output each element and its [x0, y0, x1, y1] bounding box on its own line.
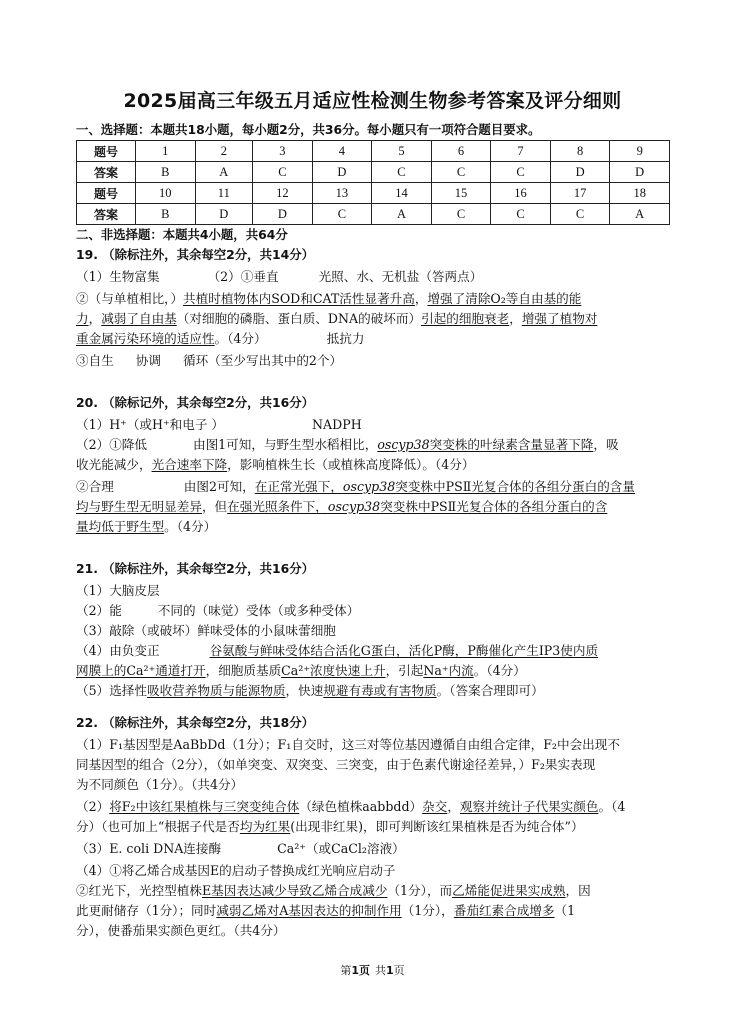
q21-heading: 21. （除标注外，其余每空2分，共16分）: [76, 561, 314, 576]
key-point: 重金属污染环境的适应性: [76, 331, 215, 346]
q20-heading: 20. （除标记外，其余每空2分，共16分）: [76, 395, 314, 410]
row-label-question: 题号: [77, 141, 136, 162]
q22-line: [76, 882, 676, 900]
footer-text: 1页: [351, 964, 370, 977]
key-point: 光合速率下降: [151, 457, 228, 472]
key-point: 均与野生型无明显差异: [76, 499, 202, 514]
answer-text: 协调: [135, 353, 161, 368]
table-cell: 14: [372, 183, 432, 204]
answer-text: （2）①降低: [76, 437, 147, 452]
key-point: 增强了植物对: [521, 311, 598, 326]
table-cell: C: [550, 204, 610, 225]
table-cell: 16: [491, 183, 551, 204]
key-point: 谷氨酸与鲜味受体结合活化G蛋白，活化P酶，P酶催化产生IP3使内质: [209, 643, 599, 658]
answer-text: 。（答案合理即可）: [436, 683, 544, 698]
table-cell: C: [431, 162, 491, 183]
q21-line: [76, 602, 676, 620]
q20-line: [76, 498, 676, 516]
answer-text: 循环（至少写出其中的2个）: [182, 353, 343, 368]
key-point: 量均低于野生型: [76, 519, 165, 534]
key-point: 引起的细胞衰老: [421, 311, 510, 326]
table-cell: 12: [253, 183, 313, 204]
table-cell: 2: [195, 141, 253, 162]
table-cell: C: [491, 204, 551, 225]
answer-text: 。（4分）: [473, 663, 526, 678]
table-cell: 4: [312, 141, 372, 162]
footer-text: 1: [386, 964, 394, 977]
table-cell: A: [195, 162, 253, 183]
answer-text: ，因: [565, 883, 591, 898]
key-point: 突变株中PSⅡ光复合体的各组分蛋白的含量: [395, 479, 635, 494]
answer-text: NADPH: [312, 417, 362, 432]
key-point: 突变株的叶绿素含量显著下降: [429, 437, 594, 452]
answer-text: ②（与单植相比，）: [76, 291, 184, 306]
footer-text: 第: [340, 964, 352, 977]
answer-text: 。（4分）: [164, 519, 217, 534]
q20-line: [76, 478, 676, 496]
answer-text: ②红光下，光控型植株: [76, 883, 202, 898]
q22-line: 为不同颜色（1分）。（共4分）: [76, 777, 244, 792]
q22-line: [76, 902, 676, 920]
q19-line: [76, 290, 676, 308]
key-point: 突变株中PSⅡ光复合体的各组分蛋白的含: [380, 499, 608, 514]
key-point: 在正常光强下，: [254, 479, 343, 494]
q22-line: 同基因型的组合（2分），（如单突变、双突变、三突变，由于色素代谢途径差异，）F₂果实表现: [76, 757, 596, 772]
answer-text: （2）①垂直: [207, 269, 279, 284]
answer-text: (出现非红果)，即可判断该红果植株是否为纯合体”）: [290, 819, 584, 834]
answer-text: （1）H⁺（或H⁺和电子 ）: [76, 417, 225, 432]
q19-heading: 19. （除标注外，其余每空2分，共14分）: [76, 247, 314, 262]
q20-line: [76, 456, 676, 474]
table-cell: 15: [431, 183, 491, 204]
q19-line: [76, 330, 676, 348]
key-point: 番茄红素合成增多: [453, 903, 555, 918]
answer-text: 由图1可知，与野生型水稻相比，: [192, 437, 378, 452]
key-point: 减弱乙烯对A基因表达的抑制作用: [216, 903, 402, 918]
q21-line: （3）敲除（或破坏）鲜味受体的小鼠味蕾细胞: [76, 623, 336, 638]
answer-text: （绿色植株aabbdd）: [299, 799, 423, 814]
key-point: Ca²⁺浓度快速上升: [281, 663, 386, 678]
table-cell: C: [491, 162, 551, 183]
table-cell: 3: [253, 141, 313, 162]
key-point: 增强了清除O₂等自由基的能: [427, 291, 582, 306]
key-point: oscyp38: [327, 499, 381, 514]
q21-line: [76, 642, 676, 660]
q20-line: [76, 518, 676, 536]
table-cell: 18: [610, 183, 670, 204]
table-cell: D: [195, 204, 253, 225]
table-row: [77, 162, 670, 183]
key-point: 将F₂中该红果植株与三突变纯合体: [109, 799, 300, 814]
key-point: 吸收营养物质与能源物质: [146, 683, 286, 698]
answer-text: ，: [88, 311, 102, 326]
q22-line: [76, 818, 676, 836]
row-label-question: 题号: [77, 183, 136, 204]
key-point: 均为红果: [239, 819, 291, 834]
q22-heading: 22. （除标注外，其余每空2分，共18分）: [76, 715, 314, 730]
key-point: 减弱了自由基: [101, 311, 177, 326]
table-cell: 9: [610, 141, 670, 162]
answer-text: 光照、水、无机盐（答两点）: [318, 269, 483, 284]
answer-text: Ca²⁺（或CaCl₂溶液）: [277, 841, 405, 856]
key-point: 力: [76, 311, 89, 326]
table-cell: 6: [431, 141, 491, 162]
answer-text: ③自生: [76, 353, 114, 368]
section-1-heading: 一、选择题：本题共18小题，每小题2分，共36分。每小题只有一项符合题目要求。: [76, 122, 541, 137]
q19-line: [76, 310, 676, 328]
answer-text: （2）能: [76, 603, 122, 618]
q20-line: [76, 416, 676, 434]
q21-line: [76, 682, 676, 700]
table-cell: A: [610, 204, 670, 225]
key-point: 网膜上的Ca²⁺通道打开: [76, 663, 206, 678]
answer-table: [76, 140, 670, 225]
footer-text: 共: [375, 964, 386, 977]
answer-text: ，影响植株生长（或植株高度降低）。（4分）: [227, 457, 475, 472]
q22-line: （1）F₁基因型是AaBbDd（1分）；F₁自交时，这三对等位基因遵循自由组合定律，F₂中会出现不: [76, 737, 620, 752]
table-cell: B: [136, 162, 196, 183]
key-point: oscyp38: [377, 437, 430, 452]
q19-line: [76, 268, 676, 286]
answer-text: （5）选择性: [76, 683, 147, 698]
answer-text: （1: [554, 903, 576, 918]
answer-text: 分）（也可加上“根据子代是否: [76, 819, 240, 834]
q19-line: [76, 352, 676, 370]
key-point: oscyp38: [342, 479, 396, 494]
key-point: 杂交: [422, 799, 448, 814]
table-cell: D: [312, 162, 372, 183]
q22-line: [76, 798, 676, 816]
answer-text: 。（4分）: [214, 331, 267, 346]
q21-line: [76, 662, 676, 680]
answer-text: （4）由负变正: [76, 643, 160, 658]
table-cell: D: [550, 162, 610, 183]
table-cell: B: [136, 204, 196, 225]
answer-text: 不同的（味觉）受体（或多种受体）: [157, 603, 360, 618]
table-cell: 1: [136, 141, 196, 162]
answer-text: （1分），而: [387, 883, 453, 898]
table-cell: D: [253, 204, 313, 225]
table-cell: 11: [195, 183, 253, 204]
table-cell: 13: [312, 183, 372, 204]
table-cell: 8: [550, 141, 610, 162]
answer-text: 抵抗力: [326, 331, 365, 346]
page-title: 2025届高三年级五月适应性检测生物参考答案及评分细则: [123, 90, 622, 112]
answer-text: ，细胞质基质: [205, 663, 282, 678]
answer-text: （1）生物富集: [76, 269, 160, 284]
key-point: 在强光照条件下，: [227, 499, 328, 514]
q21-line: （1）大脑皮层: [76, 583, 160, 598]
answer-text: 由图2可知，: [183, 479, 255, 494]
answer-text: 。（4: [598, 799, 626, 814]
answer-text: ，但: [201, 499, 228, 514]
table-cell: D: [610, 162, 670, 183]
table-cell: C: [312, 204, 372, 225]
answer-text: 收光能减少，: [76, 457, 152, 472]
answer-text: （1分），: [401, 903, 454, 918]
key-point: 乙烯能促进果实成熟: [452, 883, 566, 898]
table-cell: C: [431, 204, 491, 225]
table-cell: A: [372, 204, 432, 225]
answer-text: ，: [509, 311, 522, 326]
table-row: [77, 183, 670, 204]
answer-text: （2）: [76, 799, 110, 814]
table-cell: 5: [372, 141, 432, 162]
row-label-answer: 答案: [77, 162, 136, 183]
footer-text: 页: [393, 964, 405, 977]
q22-line: 分），使番茄果实颜色更红。（共4分）: [76, 923, 286, 938]
table-row: [77, 204, 670, 225]
key-point: 共植时植物体内SOD和CAT活性显著升高: [183, 291, 415, 306]
key-point: 规避有毒或有害物质: [323, 683, 437, 698]
answer-text: （对细胞的磷脂、蛋白质、DNA的破坏而）: [176, 311, 422, 326]
table-cell: 10: [136, 183, 196, 204]
key-point: Na⁺内流: [423, 663, 474, 678]
answer-text: ，引起: [385, 663, 424, 678]
answer-text: ，: [414, 291, 428, 306]
answer-text: ，吸: [593, 437, 619, 452]
table-row: [77, 141, 670, 162]
answer-text: 此更耐储存（1分）；同时: [76, 903, 217, 918]
q22-line: （4）①将乙烯合成基因E的启动子替换成红光响应启动子: [76, 863, 396, 878]
q22-line: [76, 840, 676, 858]
answer-text: （3）E. coli DNA连接酶: [76, 841, 222, 856]
q20-line: [76, 436, 676, 454]
section-2-heading: 二、非选择题：本题共4小题，共64分: [76, 227, 288, 242]
key-point: 观察并统计子代果实颜色: [459, 799, 599, 814]
table-cell: C: [372, 162, 432, 183]
answer-text: ，快速: [285, 683, 324, 698]
key-point: E基因表达减少导致乙烯合成减少: [201, 883, 388, 898]
answer-text: ②合理: [76, 479, 114, 494]
table-cell: C: [253, 162, 313, 183]
table-cell: 7: [491, 141, 551, 162]
page-footer: [0, 962, 745, 978]
answer-text: ，: [447, 799, 460, 814]
table-cell: 17: [550, 183, 610, 204]
row-label-answer: 答案: [77, 204, 136, 225]
